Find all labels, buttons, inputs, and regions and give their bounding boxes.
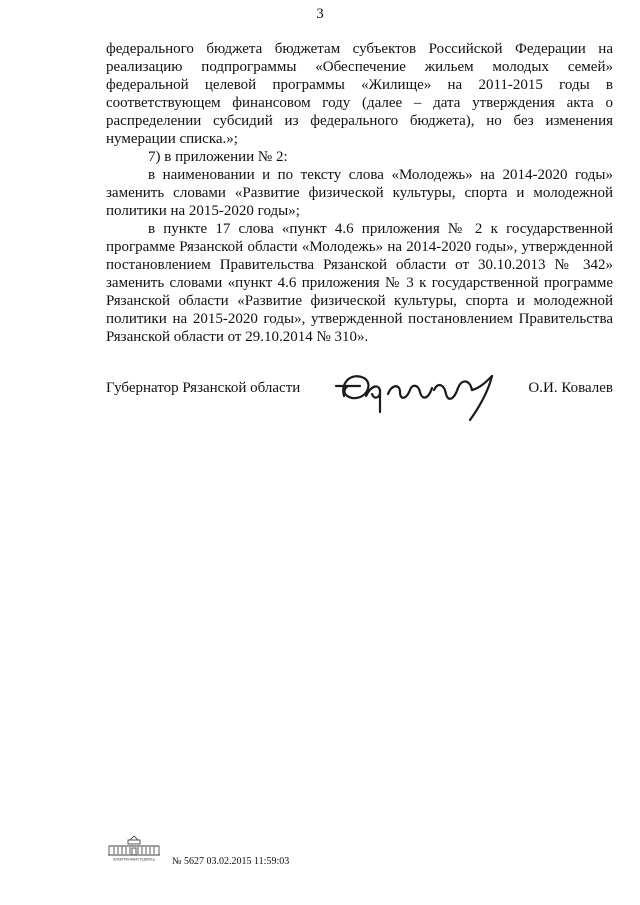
paragraph-4: в пункте 17 слова «пункт 4.6 приложения № 2 к государственной программе Рязанской области «Молодежь» на 2014-2020 годы», утвержденной постановлением Правительства Рязанской области от 30.10.2013 № 342» заменить словами «пункт 4.6 приложения № 3 к государственной программе Рязанской области «Развитие физической культуры, спорта и молодежной политики на 2015-2020 годы», утвержденной постановлением Правительства Рязанской области от 29.10.2014 № 310». [106,221,613,345]
paragraph-1: федерального бюджета бюджетам субъектов Российской Федерации на реализацию подпрограммы «Обеспечение жильем молодых семей» федеральной целевой программы «Жилище» на 2011-2015 годы в соответствующем финансовом году (далее – дата утверждения акта о распределении субсидий из федерального бюджета), но без изменения нумерации списка.»; [106,41,613,147]
building-logo-icon [106,835,162,862]
handwritten-signature-icon [330,366,506,422]
footer [106,835,366,875]
signatory-title: Губернатор Рязанской области [106,380,301,396]
document-body [106,40,613,346]
signatory-name: О.И. Ковалев [528,380,613,396]
page-number: 3 [316,6,324,22]
paragraph-2: 7) в приложении № 2: [148,149,288,165]
signature-block [106,368,613,428]
registration-stamp: № 5627 03.02.2015 11:59:03 [172,856,290,867]
logo-caption: ЭЛЕКТРОННАЯ ПОДПИСЬ [112,857,156,862]
paragraph-3: в наименовании и по тексту слова «Молодежь» на 2014-2020 годы» заменить словами «Развитие физической культуры, спорта и молодежной политики на 2015-2020 годы»; [106,167,613,219]
